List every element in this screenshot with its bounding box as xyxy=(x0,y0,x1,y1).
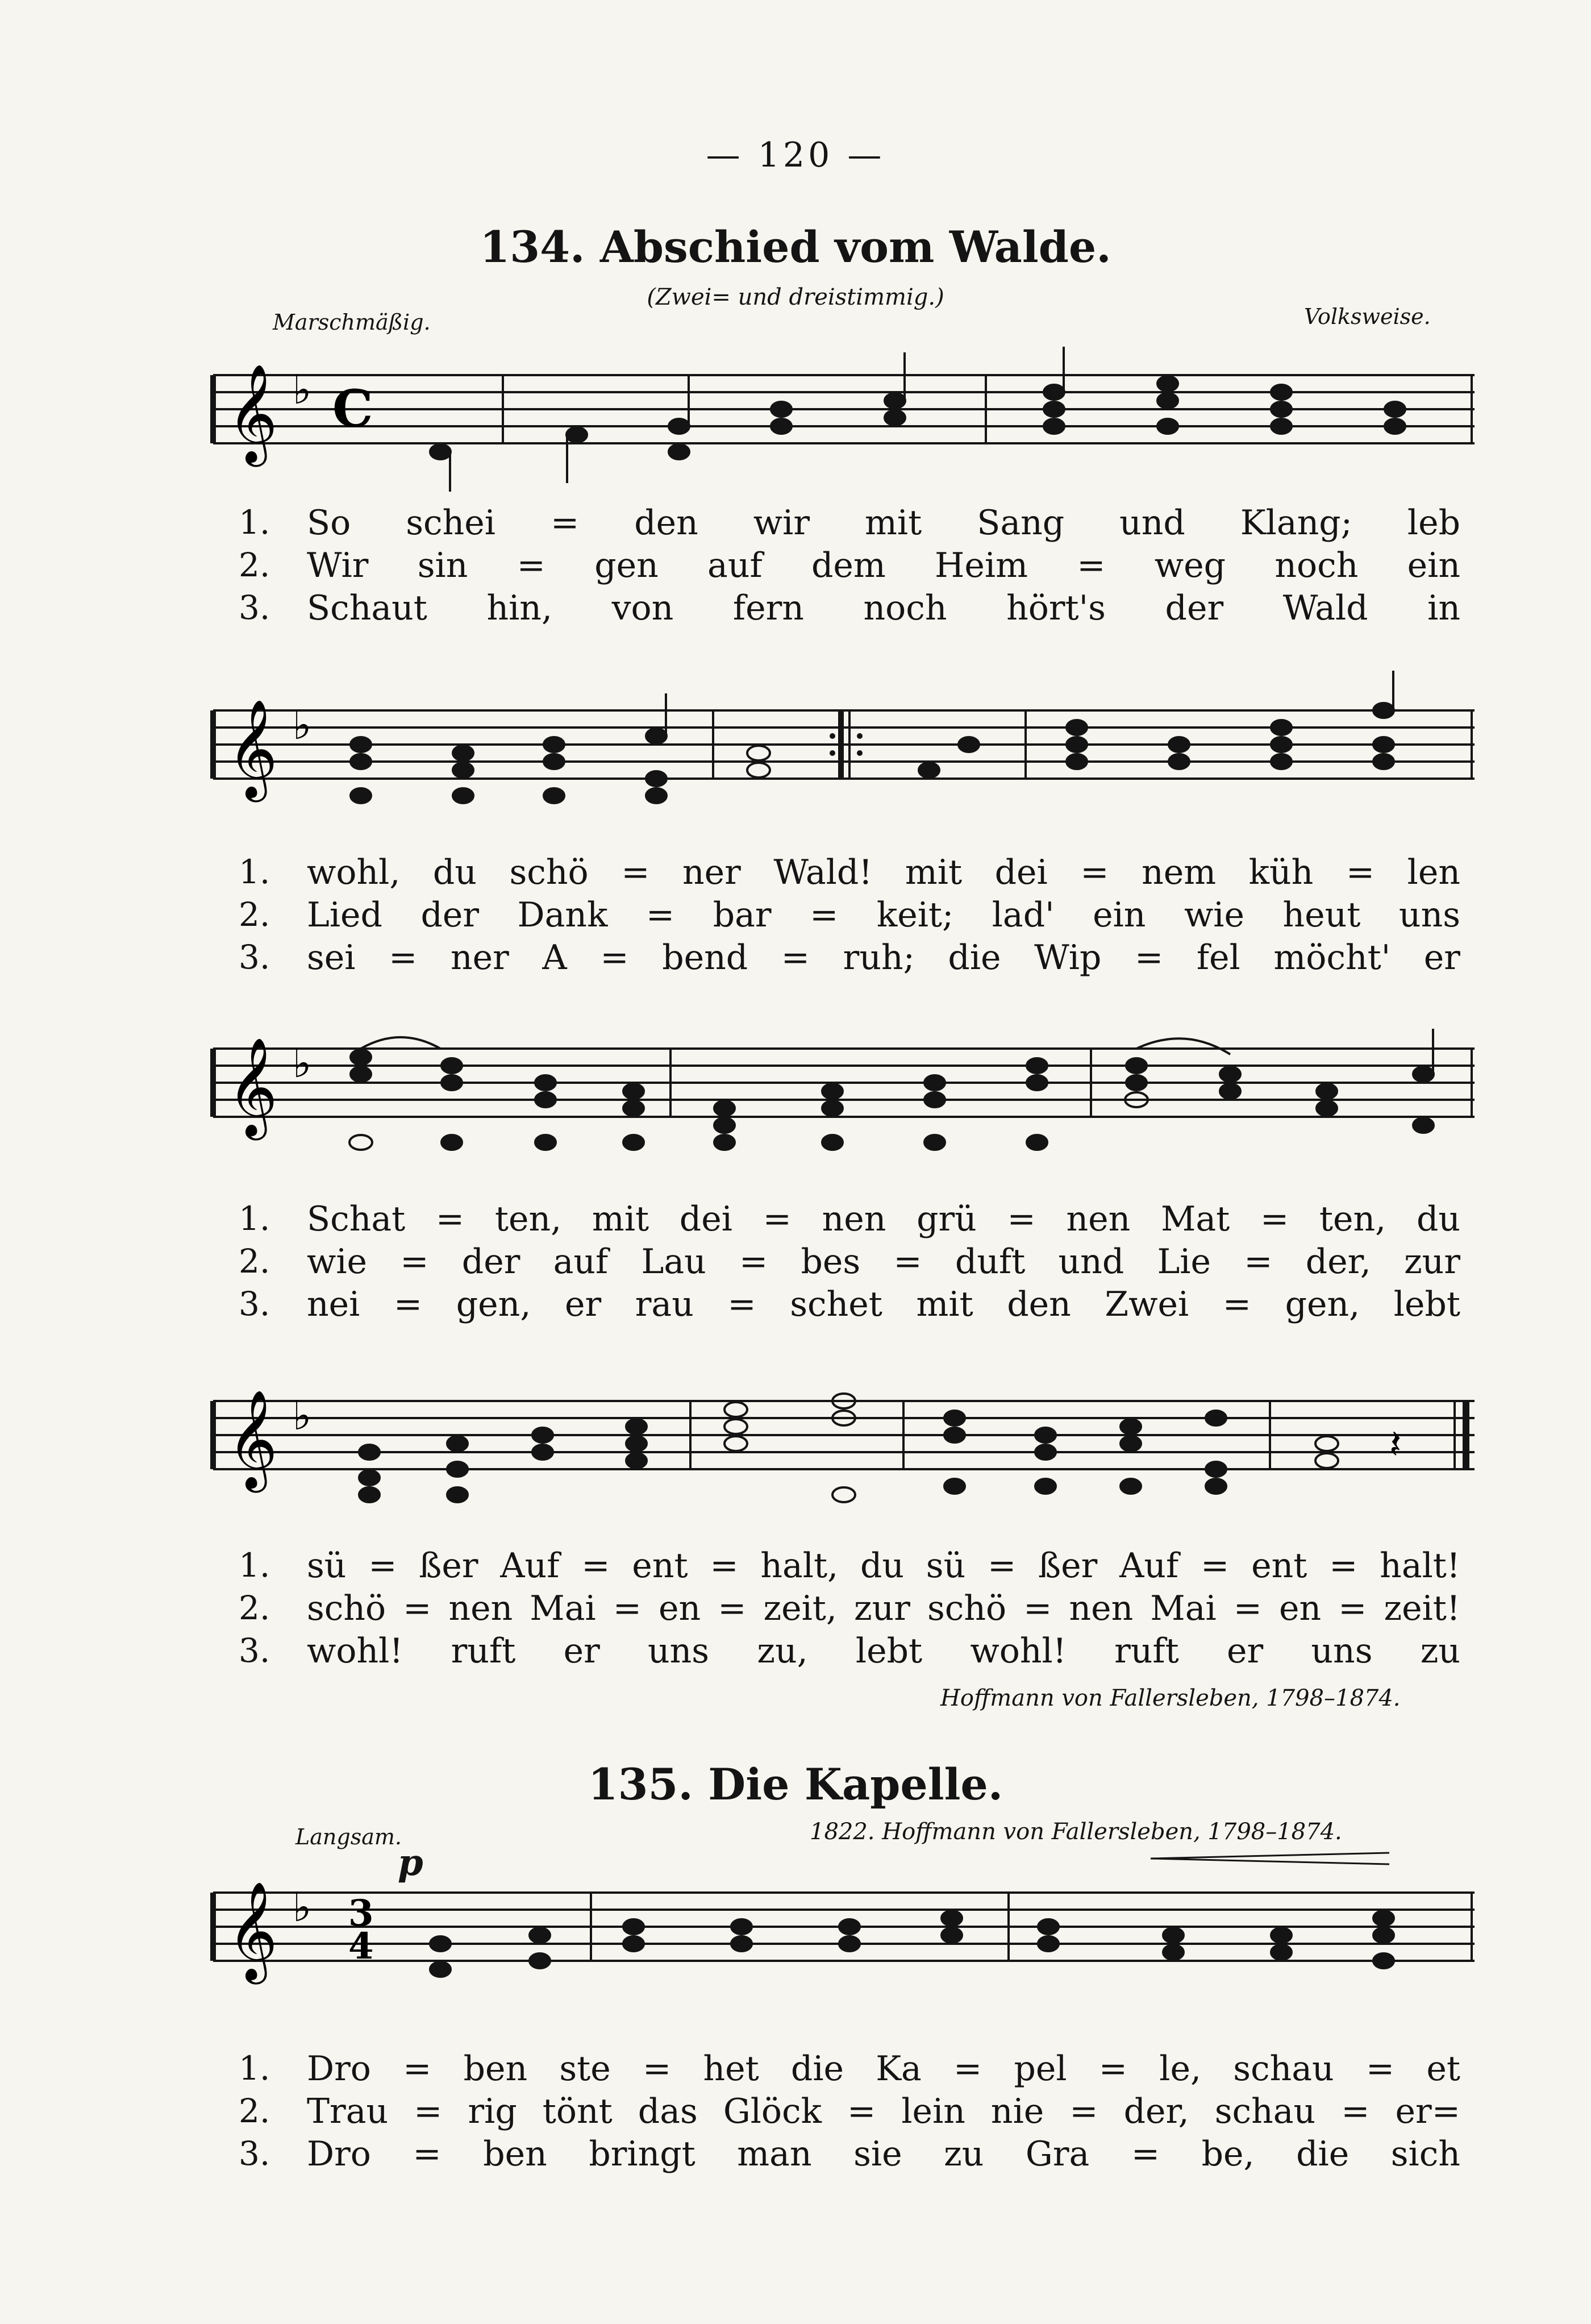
svg-text:♭: ♭ xyxy=(293,1884,312,1931)
lyric-text: Dro = ben bringt man sie zu Gra = be, die sich xyxy=(307,2134,1460,2174)
verse-number: 3. xyxy=(239,938,270,976)
verse-number: 2. xyxy=(239,1242,270,1281)
lyric-text: sü = ßer Auf = ent = halt, du sü = ßer Auf = ent = halt! xyxy=(307,1546,1460,1586)
lyric-line xyxy=(239,2049,1460,2089)
lyric-text: Wir sin = gen auf dem Heim = weg noch ein xyxy=(307,546,1460,585)
music-staff xyxy=(213,1390,1475,1489)
svg-text:♭: ♭ xyxy=(293,367,312,413)
svg-text:𝄞: 𝄞 xyxy=(227,699,278,798)
staff-notation xyxy=(213,1881,1475,1980)
lyric-line xyxy=(239,588,1460,628)
staff-notation xyxy=(213,699,1475,798)
verse-number: 1. xyxy=(239,2049,270,2088)
lyric-line xyxy=(239,895,1460,935)
lyric-line xyxy=(239,2134,1460,2174)
svg-text:♭: ♭ xyxy=(293,1040,312,1087)
lyric-line xyxy=(239,1631,1460,1671)
verse-number: 1. xyxy=(239,1546,270,1585)
svg-text:♭: ♭ xyxy=(293,1392,312,1439)
verse-number: 2. xyxy=(239,546,270,584)
svg-text:𝄞: 𝄞 xyxy=(227,1390,278,1489)
music-staff xyxy=(213,1037,1475,1136)
verse-number: 3. xyxy=(239,1284,270,1323)
lyric-text: Schaut hin, von fern noch hört's der Wald in xyxy=(307,588,1460,628)
lyric-text: sei = ner A = bend = ruh; die Wip = fel möcht' er xyxy=(307,938,1460,978)
music-staff xyxy=(213,364,1475,463)
lyric-text: Trau = rig tönt das Glöck = lein nie = der, schau = er= xyxy=(307,2092,1460,2131)
song-subtitle: (Zwei= und dreistimmig.) xyxy=(647,284,944,310)
dynamic-marking: p xyxy=(398,1841,423,1884)
lyric-text: nei = gen, er rau = schet mit den Zwei = gen, lebt xyxy=(307,1284,1460,1324)
lyric-text: Lied der Dank = bar = keit; lad' ein wie heut uns xyxy=(307,895,1460,935)
tempo-marking: Langsam. xyxy=(295,1824,402,1849)
lyric-line xyxy=(239,1546,1460,1586)
lyric-text: wie = der auf Lau = bes = duft und Lie = der, zur xyxy=(307,1242,1460,1282)
lyric-text: schö = nen Mai = en = zeit, zur schö = nen Mai = en = zeit! xyxy=(307,1589,1460,1628)
svg-text:3: 3 xyxy=(348,1892,374,1935)
lyric-text: Schat = ten, mit dei = nen grü = nen Mat = ten, du xyxy=(307,1199,1460,1239)
verse-number: 1. xyxy=(239,853,270,891)
melody-source: Volksweise. xyxy=(1304,304,1431,329)
attribution: 1822. Hoffmann von Fallersleben, 1798–1874. xyxy=(810,1819,1342,1845)
lyric-line xyxy=(239,503,1460,543)
lyric-line xyxy=(239,1284,1460,1324)
lyric-line xyxy=(239,853,1460,892)
staff-notation xyxy=(213,1037,1475,1136)
staff-notation xyxy=(213,1390,1475,1489)
verse-number: 1. xyxy=(239,503,270,542)
svg-text:C: C xyxy=(332,379,373,439)
verse-number: 3. xyxy=(239,2134,270,2173)
page-number: — 120 — xyxy=(706,135,885,175)
lyric-line xyxy=(239,938,1460,978)
music-staff xyxy=(213,699,1475,798)
song-title: 135. Die Kapelle. xyxy=(588,1759,1003,1810)
lyric-line xyxy=(239,1242,1460,1282)
lyric-text: So schei = den wir mit Sang und Klang; leb xyxy=(307,503,1460,543)
attribution: Hoffmann von Fallersleben, 1798–1874. xyxy=(940,1685,1401,1711)
lyric-text: Dro = ben ste = het die Ka = pel = le, schau = et xyxy=(307,2049,1460,2089)
svg-text:𝄞: 𝄞 xyxy=(227,1037,278,1136)
lyric-line xyxy=(239,1199,1460,1239)
verse-number: 3. xyxy=(239,588,270,627)
svg-text:♭: ♭ xyxy=(293,702,312,749)
svg-text:𝄞: 𝄞 xyxy=(227,364,278,463)
staff-notation xyxy=(213,364,1475,463)
lyric-text: wohl! ruft er uns zu, lebt wohl! ruft er uns zu xyxy=(307,1631,1460,1671)
tempo-marking: Marschmäßig. xyxy=(273,310,431,335)
lyric-line xyxy=(239,1589,1460,1628)
lyric-line xyxy=(239,546,1460,585)
lyric-line xyxy=(239,2092,1460,2131)
verse-number: 1. xyxy=(239,1199,270,1238)
svg-text:𝄽: 𝄽 xyxy=(1389,1421,1402,1467)
music-staff xyxy=(213,1881,1475,1980)
svg-text:𝄞: 𝄞 xyxy=(227,1881,278,1980)
verse-number: 2. xyxy=(239,2092,270,2130)
svg-text:4: 4 xyxy=(348,1925,374,1968)
verse-number: 2. xyxy=(239,1589,270,1627)
verse-number: 2. xyxy=(239,895,270,934)
song-title: 134. Abschied vom Walde. xyxy=(480,222,1111,272)
verse-number: 3. xyxy=(239,1631,270,1670)
lyric-text: wohl, du schö = ner Wald! mit dei = nem küh = len xyxy=(307,853,1460,892)
